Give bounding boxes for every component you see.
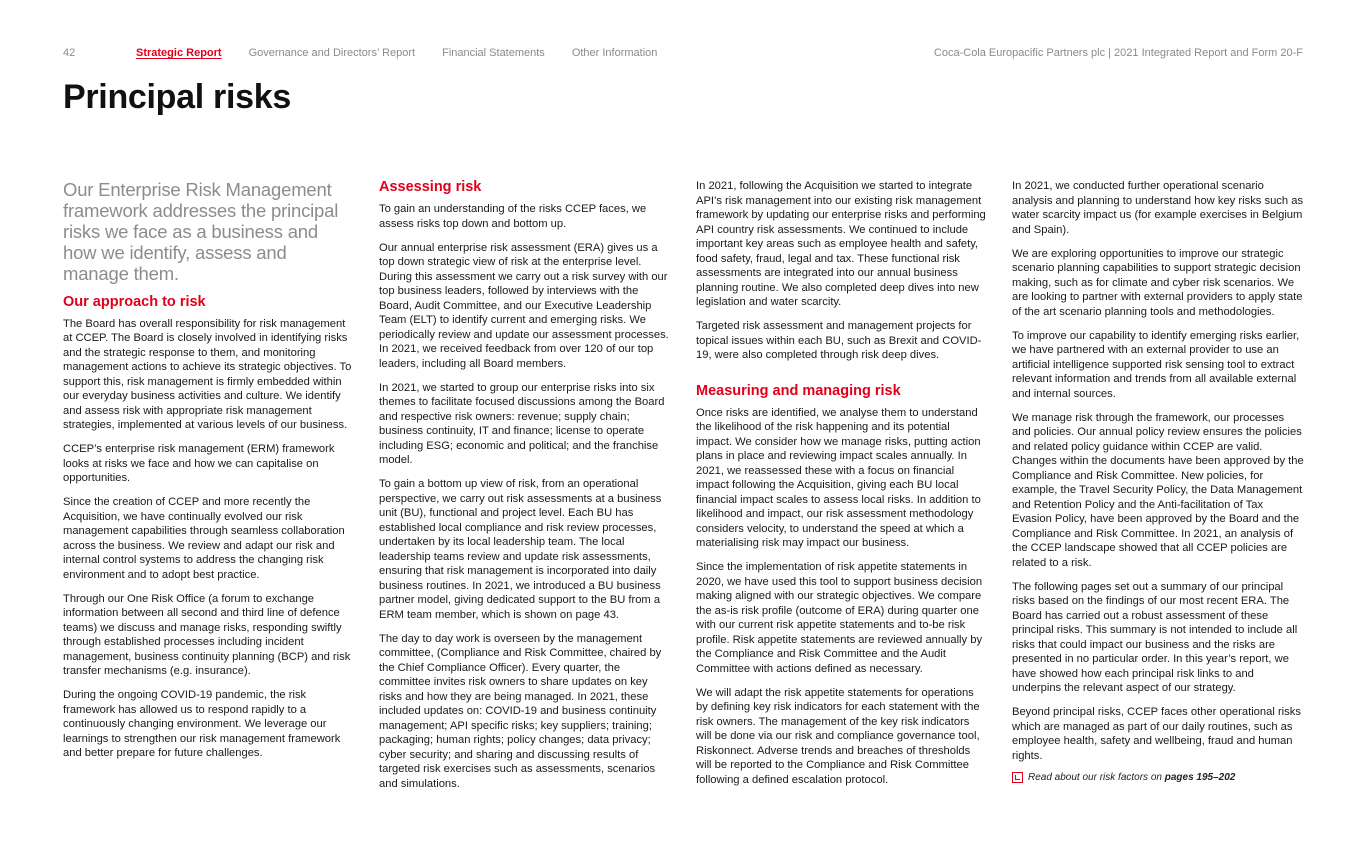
nav-link-other-information[interactable]: Other Information <box>571 47 658 59</box>
column-1 <box>63 179 355 770</box>
paragraph: The following pages set out a summary of our principal risks based on the findings of our most recent ERA. The Board has carried out a robust assessment of these principal risks. This summary is not intended to include all risks that could impact our business and the risks are presented in no particular order. In this year’s report, we have showed how each principal risk links to and underpins the relevant aspect of our strategy. <box>1012 580 1298 694</box>
paragraph: The day to day work is overseen by the management committee, (Compliance and Risk Committee, chaired by the Chief Compliance Officer). Every quarter, the committee invites risk owners to share updates on key risks and how they are being managed. In 2021, these included updates on: COVID-19 and business continuity management; API specific risks; key suppliers; training; packaging; human rights; policy changes; data privacy; cyber security; and sharing and discussing results of targeted risk exercises such as assessments, scenarios and simulations. <box>379 632 662 790</box>
paragraph: To improve our capability to identify emerging risks earlier, we have partnered with an external provider to use an artificial intelligence supported risk sensing tool to extract relevant information and trends from all available external and internal sources. <box>1012 329 1300 400</box>
paragraph: Since the creation of CCEP and more recently the Acquisition, we have continually evolved our risk management capabilities through seamless collaboration across the business. We review and adapt our risk and internal control systems to address the changing risk environment and to adopt best practice. <box>63 496 345 581</box>
paragraph: We are exploring opportunities to improve our strategic scenario planning capabilities to support strategic decision making, such as for climate and cyber risk scenarios. We are looking to partner with external providers to apply state of the art scenario planning tools and methodologies. <box>1012 247 1303 318</box>
paragraph: We will adapt the risk appetite statements for operations by defining key risk indicators for each statement with the risk owners. The management of the key risk indicators will be done via our risk and compliance governance tool, Riskonnect. Adverse trends and breaches of thresholds will be reported to the Compliance and Risk Committee following a defined escalation protocol. <box>696 686 980 786</box>
column-4 <box>1012 179 1304 785</box>
paragraph: Beyond principal risks, CCEP faces other operational risks which are managed as part of our daily routines, such as employee health, safety and wellbeing, fraud and human rights. <box>1012 706 1301 762</box>
paragraph: Our annual enterprise risk assessment (ERA) gives us a top down strategic view of risk at the enterprise level. During this assessment we carry out a risk survey with our top business leaders, followed by interviews with the Board, Audit Committee, and our Executive Leadership Team (ELT) to identify current and emerging risks. We periodically review and update our assessment processes. In 2021, we received feedback from over 120 of our top leaders, including all Board members. <box>379 241 669 370</box>
column-2 <box>379 179 671 801</box>
page-number: 42 <box>63 47 76 59</box>
paragraph: In 2021, following the Acquisition we started to integrate API’s risk management into our existing risk management framework by updating our enterprise risks and performing API country risk assessments. We continued to include important key areas such as employee health and safety, food safety, fraud, legal and tax. These functional risk assessments are integrated into our annual business planning routine. We also completed deep dives into new legislation and water scarcity. <box>696 180 986 308</box>
report-title: Coca-Cola Europacific Partners plc | 2021 Integrated Report and Form 20-F <box>933 47 1303 59</box>
section-nav <box>136 47 684 59</box>
paragraph: Since the implementation of risk appetite statements in 2020, we have used this tool to support business decision making aligned with our strategic objectives. We compare the as-is risk profile (outcome of ERA) during quarter one with our current risk appetite statements and to-be risk profile. Risk appetite statements are reviewed annually by the Compliance and Risk Committee and the Audit Committee with actions defined as necessary. <box>696 561 983 675</box>
paragraph: In 2021, we conducted further operational scenario analysis and planning to understand how key risks such as water scarcity impact us (for example exercises in Belgium and Spain). <box>1012 180 1304 236</box>
nav-link-strategic-report[interactable]: Strategic Report <box>136 47 222 59</box>
read-more-text: Read about our risk factors on pages 195–202 <box>1028 771 1236 783</box>
paragraph: Once risks are identified, we analyse them to understand the likelihood of the risk happening and its potential impact. We consider how we manage risks, putting action plans in place and reviewing impact scales annually. In 2021, we reassessed these with a focus on financial impact following the Acquisition, giving each BU local financial impact scales to assess local risks. In addition to likelihood and impact, our risk assessment methodology considers velocity, to understand the speed at which a materialising risk may impact our business. <box>696 406 981 549</box>
read-more-link[interactable] <box>1012 771 1304 786</box>
paragraph: During the ongoing COVID-19 pandemic, the risk framework has allowed us to respond rapidly to a continuously changing environment. We leverage our learnings to strengthen our risk management framework and better prepare for future challenges. <box>63 689 341 759</box>
nav-link-financial-statements[interactable]: Financial Statements <box>442 47 545 59</box>
heading-assessing-risk: Assessing risk <box>379 179 482 195</box>
nav-link-governance[interactable]: Governance and Directors’ Report <box>248 47 416 59</box>
paragraph: Targeted risk assessment and management projects for topical issues within each BU, such as Brexit and COVID-19, were also completed through risk deep dives. <box>696 320 982 361</box>
paragraph: The Board has overall responsibility for risk management at CCEP. The Board is closely involved in identifying risks and the strategic response to them, and monitoring management actions to achieve its strategic objectives. To support this, risk management is firmly embedded within our everyday business activities and culture. We identify and assess risk with appropriate risk management strategies, implemented at various levels of our business. <box>63 317 352 431</box>
top-navigation-bar <box>63 47 1303 63</box>
paragraph: Through our One Risk Office (a forum to exchange information between all second and third line of defence teams) we discuss and manage risks, responding swiftly through established processes including incident management, business continuity planning (BCP) and risk transfer mechanisms (e.g. insurance). <box>63 592 351 677</box>
paragraph: CCEP’s enterprise risk management (ERM) framework looks at risks we face and how we can capitalise on opportunities. <box>63 443 335 484</box>
heading-our-approach: Our approach to risk <box>63 293 206 310</box>
paragraph: To gain an understanding of the risks CCEP faces, we assess risks top down and bottom up. <box>379 203 647 230</box>
link-arrow-icon <box>1012 772 1023 783</box>
intro-statement: Our Enterprise Risk Management framework addresses the principal risks we face as a business and how we identify, assess and manage them. <box>63 179 339 284</box>
paragraph: To gain a bottom up view of risk, from an operational perspective, we carry out risk assessments at a business unit (BU), functional and project level. Each BU has established local compliance and risk review processes, undertaken by its local leadership team. The local leadership teams review and update risk assessments, ensuring that risk management is incorporated into daily business routines. In 2021, we introduced a BU business partner model, giving dedicated support to the BU from a ERM team member, which is shown on page 43. <box>379 478 662 621</box>
paragraph: In 2021, we started to group our enterprise risks into six themes to facilitate focused discussions among the Board and respective risk owners: revenue; supply chain; business continuity, IT and finance; license to operate including ESG; economic and political; and the franchise model. <box>379 381 665 466</box>
paragraph: We manage risk through the framework, our processes and policies. Our annual policy review ensures the policies and related policy guidance within CCEP are valid. Changes within the documents have been approved by the Compliance and Risk Committee. New policies, for example, the Travel Security Policy, the Data Management and Retention Policy and the Anti-facilitation of Tax Evasion Policy, have been approved by the Board and the Compliance and Risk Committee. In 2021, an analysis of the CCEP landscape showed that all CCEP policies are related to a risk. <box>1012 411 1304 569</box>
heading-measuring-managing-risk: Measuring and managing risk <box>696 382 901 399</box>
column-3 <box>696 179 988 797</box>
page-title: Principal risks <box>63 78 291 116</box>
read-more-pages: pages 195–202 <box>1164 771 1236 783</box>
